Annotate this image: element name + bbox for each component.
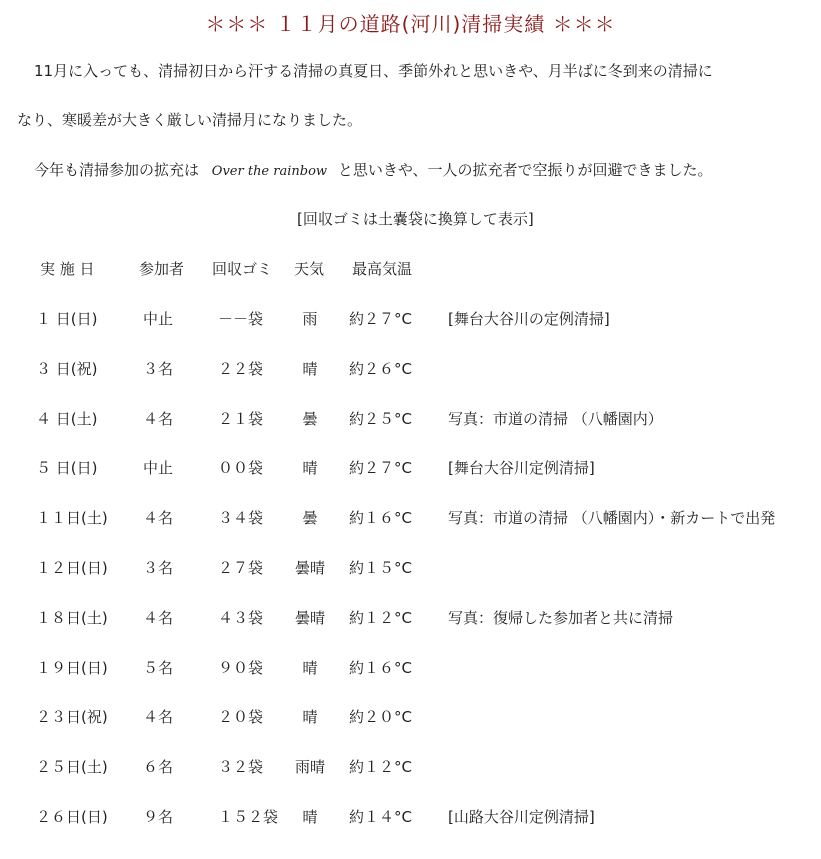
page-title: ＊＊＊ １１月の道路(河川)清掃実績 ＊＊＊ xyxy=(205,12,616,36)
header-temp: 最高気温 xyxy=(352,260,413,278)
row-participants: ６名 xyxy=(143,758,174,777)
header-participants: 参加者 xyxy=(139,260,185,278)
row-temp: 約２６°C xyxy=(349,359,412,378)
row-weather: 曇晴 xyxy=(294,608,325,627)
header-trash: 回収ゴミ xyxy=(212,260,273,278)
row-weather: 曇晴 xyxy=(294,559,325,577)
row-trash: ３４袋 xyxy=(218,509,264,528)
row-trash: ２１袋 xyxy=(218,409,264,428)
row-temp: 約２７°C xyxy=(349,310,412,328)
header-weather: 天気 xyxy=(294,260,325,278)
row-participants: ３名 xyxy=(143,559,174,577)
row-temp: 約２７°C xyxy=(349,459,412,478)
intro-line-3 xyxy=(34,159,713,180)
row-weather: 晴 xyxy=(302,359,318,378)
row-date: １８日(土) xyxy=(36,608,108,627)
row-temp: 約２５°C xyxy=(349,409,412,428)
intro-line-3-end: と思いきや、一人の拡充者で空振りが回避できました。 xyxy=(337,161,713,179)
row-trash: ００袋 xyxy=(218,459,264,478)
row-weather: 曇 xyxy=(302,409,318,428)
row-note: [山路大谷川定例清掃] xyxy=(448,808,595,826)
row-temp: 約１５°C xyxy=(349,559,412,577)
row-date: １１日(土) xyxy=(36,509,108,528)
row-date: ２５日(土) xyxy=(36,758,108,777)
row-trash: ４３袋 xyxy=(218,608,264,627)
row-trash: ２０袋 xyxy=(218,708,264,727)
row-participants: 中止 xyxy=(143,310,174,328)
row-weather: 晴 xyxy=(302,459,318,478)
row-trash: ２２袋 xyxy=(218,359,264,378)
row-weather: 雨晴 xyxy=(294,758,325,777)
row-date: ５ 日(日) xyxy=(36,459,98,478)
row-date: １９日(日) xyxy=(36,658,108,677)
header-date: 実 施 日 xyxy=(40,260,95,278)
row-trash: ２７袋 xyxy=(218,559,264,577)
row-note: 写真：市道の清掃 （八幡園内） xyxy=(448,409,663,428)
row-note: 写真：復帰した参加者と共に清掃 xyxy=(448,608,674,627)
over-the-rainbow-text: Over the rainbow xyxy=(211,164,328,179)
row-weather: 曇 xyxy=(302,509,318,528)
row-date: ２３日(祝) xyxy=(36,708,108,727)
row-temp: 約１６°C xyxy=(349,658,412,677)
row-weather: 晴 xyxy=(302,708,318,727)
row-temp: 約１４°C xyxy=(349,808,412,826)
row-participants: ３名 xyxy=(143,359,174,378)
row-weather: 晴 xyxy=(302,808,318,826)
row-weather: 雨 xyxy=(302,310,318,328)
row-participants: 中止 xyxy=(143,459,174,478)
row-note: [舞台大谷川定例清掃] xyxy=(448,459,595,478)
intro-line-1: 11月に入っても、清掃初日から汗する清掃の真夏日、季節外れと思いきや、月半ばに冬到来の清掃に xyxy=(34,62,713,80)
row-trash: －－袋 xyxy=(218,310,264,328)
row-temp: 約１２°C xyxy=(349,758,412,777)
intro-line-3-start: 今年も清掃参加の拡充は xyxy=(34,161,200,179)
row-date: １２日(日) xyxy=(36,559,108,577)
row-participants: ９名 xyxy=(143,808,174,826)
row-trash: １５２袋 xyxy=(218,808,279,826)
row-participants: ４名 xyxy=(143,409,174,428)
unit-note: [回収ゴミは土嚢袋に換算して表示] xyxy=(297,210,534,228)
row-participants: ５名 xyxy=(143,658,174,677)
row-weather: 晴 xyxy=(302,658,318,677)
row-date: ４ 日(土) xyxy=(36,409,98,428)
intro-line-2: なり、寒暖差が大きく厳しい清掃月になりました。 xyxy=(17,111,363,129)
row-participants: ４名 xyxy=(143,509,174,528)
row-temp: 約１６°C xyxy=(349,509,412,528)
row-trash: ３２袋 xyxy=(218,758,264,777)
row-date: ２６日(日) xyxy=(36,808,108,826)
row-date: １ 日(日) xyxy=(36,310,98,328)
row-temp: 約２０°C xyxy=(349,708,412,727)
row-trash: ９０袋 xyxy=(218,658,264,677)
row-participants: ４名 xyxy=(143,708,174,727)
row-participants: ４名 xyxy=(143,608,174,627)
row-temp: 約１２°C xyxy=(349,608,412,627)
row-note: [舞台大谷川の定例清掃] xyxy=(448,310,610,328)
row-date: ３ 日(祝) xyxy=(36,359,98,378)
row-note: 写真：市道の清掃 （八幡園内）・新カートで出発 xyxy=(448,509,776,528)
